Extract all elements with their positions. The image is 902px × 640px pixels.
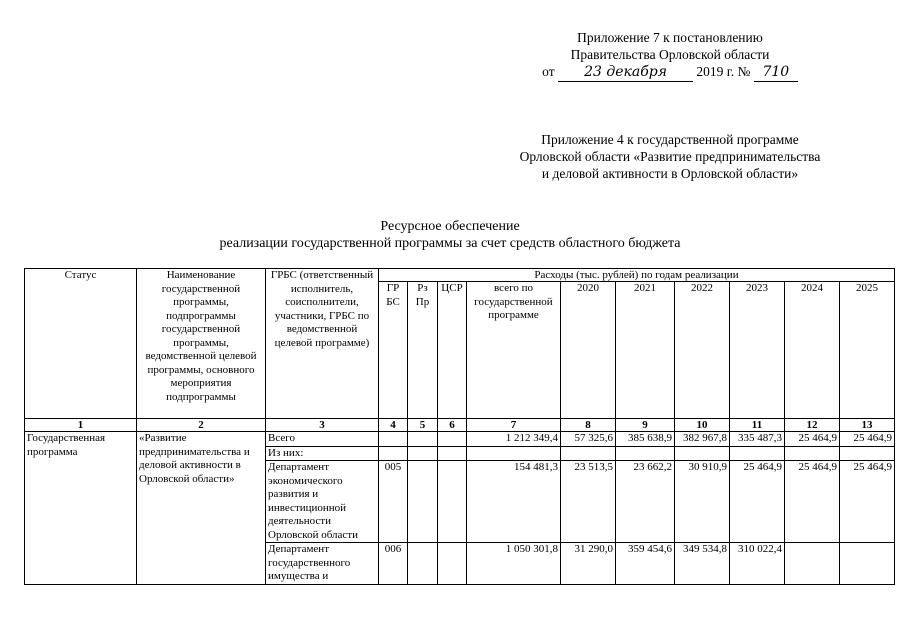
header-rz-pr: Рз Пр bbox=[408, 282, 438, 419]
header-grbs: ГРБС (ответственный исполнитель, соисполнители, участники, ГРБС по ведомственной целевой программе) bbox=[266, 269, 379, 419]
title-line2: реализации государственной программы за счет средств областного бюджета bbox=[219, 236, 681, 251]
document-title bbox=[150, 218, 750, 252]
appendix-4-line2: Орловской области «Развитие предпринимательства bbox=[519, 149, 821, 164]
header-2024: 2024 bbox=[785, 282, 840, 419]
cell-2021: 385 638,9 bbox=[616, 432, 675, 447]
cell-2024 bbox=[785, 543, 840, 585]
cell-2025: 25 464,9 bbox=[840, 432, 895, 447]
column-index: 2 bbox=[137, 419, 266, 432]
cell-2020: 31 290,0 bbox=[561, 543, 616, 585]
column-index: 3 bbox=[266, 419, 379, 432]
resource-table bbox=[24, 268, 895, 585]
cell-rz-pr bbox=[408, 461, 438, 543]
column-index: 11 bbox=[730, 419, 785, 432]
appendix-4-line3: и деловой активности в Орловской области» bbox=[541, 166, 799, 181]
cell-csr bbox=[438, 446, 467, 461]
header-total: всего по государственной программе bbox=[467, 282, 561, 419]
column-index: 9 bbox=[616, 419, 675, 432]
header-expenses: Расходы (тыс. рублей) по годам реализации bbox=[379, 269, 895, 282]
appendix-4-header bbox=[460, 131, 880, 182]
column-index-row bbox=[25, 419, 895, 432]
header-status: Статус bbox=[25, 269, 137, 419]
cell-2023 bbox=[730, 446, 785, 461]
header-name: Наименование государственной программы, подпрограммы государственной программы, ведомственной целевой программы, основного мероприятия подпрограммы bbox=[137, 269, 266, 419]
cell-total: 154 481,3 bbox=[467, 461, 561, 543]
cell-2023: 25 464,9 bbox=[730, 461, 785, 543]
cell-2021 bbox=[616, 446, 675, 461]
column-index: 4 bbox=[379, 419, 408, 432]
cell-2020: 23 513,5 bbox=[561, 461, 616, 543]
resolution-date-handwritten: 23 декабря bbox=[558, 64, 693, 82]
header-2022: 2022 bbox=[675, 282, 730, 419]
cell-csr bbox=[438, 543, 467, 585]
table-row-total bbox=[25, 432, 895, 447]
cell-2023: 310 022,4 bbox=[730, 543, 785, 585]
appendix-7-line2: Правительства Орловской области bbox=[570, 47, 770, 62]
resolution-number-handwritten: 710 bbox=[754, 64, 798, 82]
cell-grbs-code: 005 bbox=[379, 461, 408, 543]
cell-2022: 349 534,8 bbox=[675, 543, 730, 585]
date-prefix: от bbox=[542, 64, 555, 79]
cell-rz-pr bbox=[408, 543, 438, 585]
cell-program-name: «Развитие предпринимательства и деловой активности в Орловской области» bbox=[137, 432, 266, 585]
cell-2020: 57 325,6 bbox=[561, 432, 616, 447]
header-2020: 2020 bbox=[561, 282, 616, 419]
cell-grbs-code bbox=[379, 446, 408, 461]
cell-grbs-name: Департамент экономического развития и инвестиционной деятельности Орловской области bbox=[266, 461, 379, 543]
cell-grbs-name: Из них: bbox=[266, 446, 379, 461]
cell-grbs-code bbox=[379, 432, 408, 447]
cell-grbs-name: Департамент государственного имущества и bbox=[266, 543, 379, 585]
column-index: 1 bbox=[25, 419, 137, 432]
column-index: 5 bbox=[408, 419, 438, 432]
cell-total: 1 212 349,4 bbox=[467, 432, 561, 447]
header-2021: 2021 bbox=[616, 282, 675, 419]
appendix-7-line1: Приложение 7 к постановлению bbox=[577, 30, 763, 45]
cell-2024: 25 464,9 bbox=[785, 432, 840, 447]
cell-rz-pr bbox=[408, 432, 438, 447]
cell-total bbox=[467, 446, 561, 461]
cell-2021: 23 662,2 bbox=[616, 461, 675, 543]
cell-2022: 30 910,9 bbox=[675, 461, 730, 543]
cell-2025 bbox=[840, 543, 895, 585]
column-index: 10 bbox=[675, 419, 730, 432]
cell-2022 bbox=[675, 446, 730, 461]
column-index: 7 bbox=[467, 419, 561, 432]
cell-grbs-name: Всего bbox=[266, 432, 379, 447]
cell-status: Государственная программа bbox=[25, 432, 137, 585]
column-index: 8 bbox=[561, 419, 616, 432]
appendix-7-header bbox=[520, 29, 820, 82]
resolution-date-line bbox=[520, 63, 820, 82]
cell-total: 1 050 301,8 bbox=[467, 543, 561, 585]
date-suffix: 2019 г. № bbox=[696, 64, 751, 79]
header-2025: 2025 bbox=[840, 282, 895, 419]
cell-csr bbox=[438, 432, 467, 447]
header-grbs-code: ГР БС bbox=[379, 282, 408, 419]
cell-2022: 382 967,8 bbox=[675, 432, 730, 447]
cell-2020 bbox=[561, 446, 616, 461]
cell-2024 bbox=[785, 446, 840, 461]
cell-2021: 359 454,6 bbox=[616, 543, 675, 585]
column-index: 12 bbox=[785, 419, 840, 432]
title-line1: Ресурсное обеспечение bbox=[380, 219, 520, 234]
cell-rz-pr bbox=[408, 446, 438, 461]
appendix-4-line1: Приложение 4 к государственной программе bbox=[541, 132, 799, 147]
column-index: 6 bbox=[438, 419, 467, 432]
cell-grbs-code: 006 bbox=[379, 543, 408, 585]
cell-2025: 25 464,9 bbox=[840, 461, 895, 543]
cell-2025 bbox=[840, 446, 895, 461]
cell-2024: 25 464,9 bbox=[785, 461, 840, 543]
cell-2023: 335 487,3 bbox=[730, 432, 785, 447]
header-2023: 2023 bbox=[730, 282, 785, 419]
column-index: 13 bbox=[840, 419, 895, 432]
header-csr: ЦСР bbox=[438, 282, 467, 419]
cell-csr bbox=[438, 461, 467, 543]
